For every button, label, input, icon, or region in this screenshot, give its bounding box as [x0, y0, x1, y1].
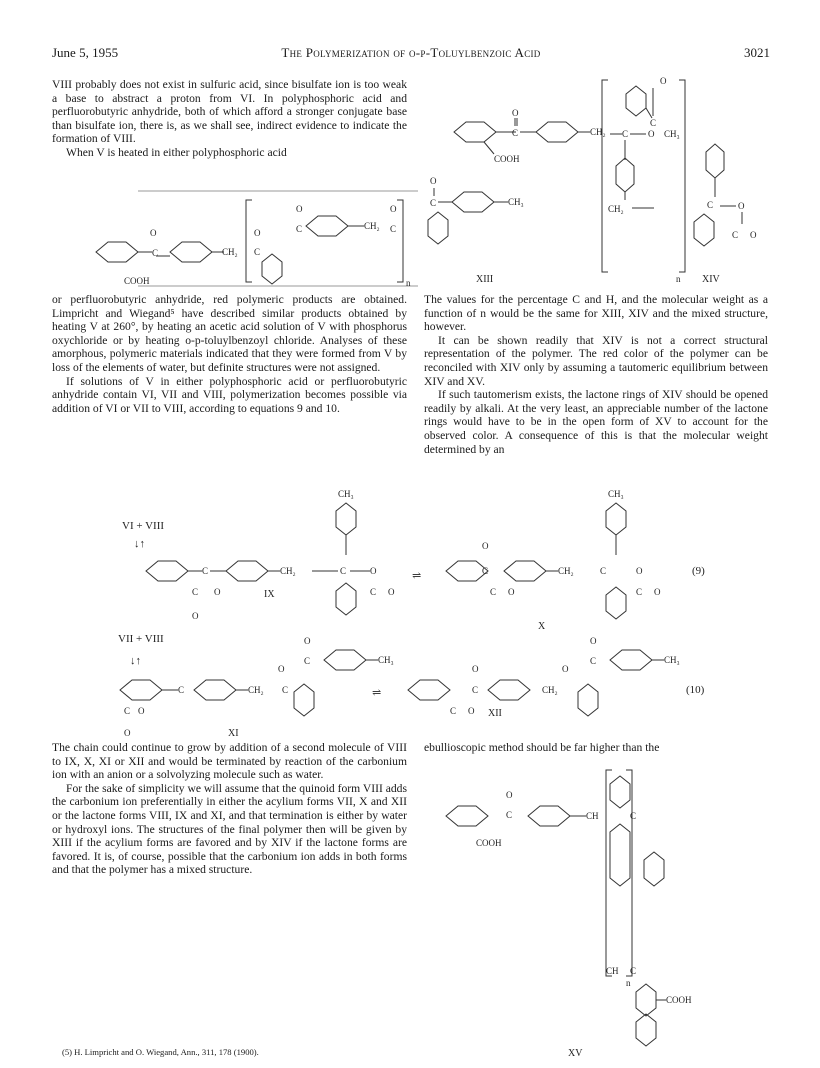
atom-ch2: CH₂ — [590, 127, 606, 137]
paragraph: The values for the percentage C and H, and the molecular weight as a function of n would be the same for XIII, XIV and the mixed structure, however. — [424, 293, 768, 334]
atom-c: C — [370, 587, 377, 597]
label-xi: XI — [228, 728, 239, 739]
atom-o: O — [738, 201, 745, 211]
paragraph: The chain could continue to grow by addition of a second molecule of VIII to IX, X, XI or XII and would be terminated by reaction of the carbonium ion with an anion or a solvolyzing molecule such as water. — [52, 741, 407, 782]
atom-c: C — [340, 566, 347, 576]
reactants-vi-viii: VI + VIII — [122, 520, 165, 532]
header-title: The Polymerization of o-p-Toluylbenzoic Acid — [281, 45, 541, 60]
formula-bracketed-polymer — [52, 196, 424, 288]
paragraph: For the sake of simplicity we will assume that the quinoid form VIII adds the carbonium ion preferentially in either the acylium forms VII, X and XII or the lactone forms VIII, IX and XI, and that termination is either by water or hydroxyl ions. The structures of the final polymer then will be given by XIII if the acylium forms are favored and by XIV if the lactone forms are favored. It is, of course, possible that the carbonium ion adds in both forms and that the polymer has a mixed structure. — [52, 781, 407, 877]
footnote: (5) H. Limpricht and O. Wiegand, Ann., 311, 178 (1900). — [62, 1047, 259, 1057]
atom-c: C — [304, 656, 311, 666]
atom-c: C — [430, 198, 437, 208]
atom-ch2: CH₂ — [364, 221, 380, 231]
atom-ch3: CH₃ — [608, 489, 624, 499]
group-cooh: COOH — [666, 995, 692, 1005]
label-xiii: XIII — [476, 274, 494, 285]
atom-o: O — [278, 664, 285, 674]
atom-o: O — [750, 230, 757, 240]
atom-o: O — [304, 636, 311, 646]
equation-number-10: (10) — [686, 684, 705, 696]
atom-o: O — [388, 587, 395, 597]
atom-o: O — [472, 664, 479, 674]
atom-c: C — [450, 706, 457, 716]
atom-c: C — [282, 685, 289, 695]
atom-o: O — [648, 129, 655, 139]
benzene-ring-shape — [408, 680, 450, 700]
atom-o: O — [138, 706, 145, 716]
atom-o: O — [508, 587, 515, 597]
atom-c: C — [178, 685, 185, 695]
paragraph: When V is heated in either polyphosphoric acid — [66, 145, 287, 159]
atom-ch3: CH₃ — [338, 489, 354, 499]
atom-c: C — [124, 706, 131, 716]
atom-c: C — [630, 811, 637, 821]
atom-c: C — [192, 587, 199, 597]
atom-o: O — [590, 636, 597, 646]
benzene-ring-shape — [146, 561, 188, 581]
atom-c: C — [202, 566, 209, 576]
reactants-vii-viii: VII + VIII — [118, 633, 164, 645]
atom-ch3: CH₃ — [664, 129, 680, 139]
atom-ch2: CH₂ — [558, 566, 574, 576]
benzene-ring-shape — [120, 680, 162, 700]
atom-c: C — [636, 587, 643, 597]
svg-text:↓↑: ↓↑ — [130, 655, 141, 667]
benzene-ring-shape — [96, 242, 138, 262]
benzene-ring-shape — [446, 806, 488, 826]
subscript-n: n — [406, 278, 411, 288]
subscript-n: n — [676, 274, 681, 284]
bracket-right — [397, 200, 403, 282]
paragraph: If solutions of V in either polyphosphoric acid or perfluorobutyric anhydride contain VI, VII and VIII, polymerization becomes possible via addition of VI or VII to VIII, according to equations 9 and 10. — [52, 374, 407, 415]
benzene-ring-shape — [262, 254, 282, 284]
atom-ch: CH — [586, 811, 599, 821]
benzene-ring-shape — [454, 122, 496, 142]
benzene-ring-shape — [694, 214, 714, 246]
atom-ch: CH — [606, 966, 619, 976]
atom-c: C — [506, 810, 513, 820]
benzene-ring-shape — [578, 684, 598, 716]
atom-ch2: CH₂ — [608, 204, 624, 214]
paragraph: If such tautomerism exists, the lactone rings of XIV should be opened readily by alkali. At the very least, an appreciable number of the lactone rings would have to be in the open form of XV to account for the observed color. A consequence of this is that the molecular weight determined by an — [424, 388, 768, 456]
benzene-ring-shape — [610, 824, 630, 886]
paragraph: It can be shown readily that XIV is not a correct structural representation of the polymer. The red color of the polymer can be reconciled with XIV only by assuming a tautomeric equilibrium between XIV and XV. — [424, 333, 768, 388]
benzene-ring-shape — [644, 852, 664, 886]
bracket-left — [246, 200, 252, 282]
formula-xiii-xiv — [424, 72, 774, 287]
paragraph: or perfluorobutyric anhydride, red polymeric products are obtained. Limpricht and Wiegand⁵ have described similar products obtained by heating V at 260°, by heating an acetic acid solution of V with phosphorus oxychloride or by heating o-p-toluylbenzoyl chloride. Analyses of these amorphous, polymeric materials indicated that they were formed from V by loss of the elements of water, but definite structures were not assigned. — [52, 293, 407, 374]
benzene-ring-shape — [428, 212, 448, 244]
atom-o: O — [390, 204, 397, 214]
atom-ch3: CH₃ — [664, 655, 680, 665]
atom-o: O — [654, 587, 661, 597]
bracket-left — [602, 80, 608, 272]
svg-text:↓↑: ↓↑ — [134, 538, 145, 550]
benzene-ring-shape — [504, 561, 546, 581]
right-column-bottom-text: ebullioscopic method should be far higher than the — [424, 741, 660, 754]
atom-ch2: CH₂ — [542, 685, 558, 695]
atom-c: C — [390, 224, 397, 234]
atom-ch3: CH₃ — [508, 197, 524, 207]
atom-c: C — [254, 247, 261, 257]
header-date: June 5, 1955 — [52, 45, 119, 60]
benzene-ring-shape — [606, 503, 626, 535]
atom-o: O — [370, 566, 377, 576]
atom-c: C — [590, 656, 597, 666]
label-x: X — [538, 621, 546, 632]
left-column-middle-text — [52, 293, 407, 415]
atom-c: C — [490, 587, 497, 597]
label-xv: XV — [568, 1048, 583, 1059]
benzene-ring-shape — [324, 650, 366, 670]
benzene-ring-shape — [536, 122, 578, 142]
atom-c: C — [630, 966, 637, 976]
benzene-ring-shape — [294, 684, 314, 716]
atom-ch2: CH₂ — [280, 566, 296, 576]
equilibrium-arrow: ⇌ — [372, 687, 382, 699]
benzene-ring-shape — [226, 561, 268, 581]
atom-ch2: CH₂ — [248, 685, 264, 695]
label-xii: XII — [488, 708, 502, 719]
atom-c: C — [622, 129, 629, 139]
atom-o: O — [296, 204, 303, 214]
atom-o: O — [468, 706, 475, 716]
atom-c: C — [152, 248, 159, 258]
equation-number-9: (9) — [692, 565, 705, 577]
subscript-n: n — [626, 978, 631, 988]
formula-xv — [430, 760, 730, 1060]
atom-c: C — [600, 566, 607, 576]
equation-10 — [118, 632, 770, 740]
benzene-ring-shape — [488, 680, 530, 700]
benzene-ring-shape — [336, 583, 356, 615]
atom-o: O — [482, 541, 489, 551]
group-cooh: COOH — [124, 276, 150, 286]
atom-c: C — [512, 128, 519, 138]
atom-ch3: CH₃ — [378, 655, 394, 665]
benzene-ring-shape — [306, 216, 348, 236]
atom-o: O — [150, 228, 157, 238]
atom-o: O — [254, 228, 261, 238]
atom-c: C — [472, 685, 479, 695]
left-column-bottom-text — [52, 741, 407, 877]
benzene-ring-shape — [636, 984, 656, 1016]
benzene-ring-shape — [194, 680, 236, 700]
header-page-number: 3021 — [744, 45, 770, 60]
atom-o: O — [636, 566, 643, 576]
benzene-ring-shape — [626, 86, 646, 116]
group-cooh: COOH — [476, 838, 502, 848]
bracket-right — [679, 80, 685, 272]
atom-ch2: CH₂ — [222, 247, 238, 257]
running-header — [52, 45, 770, 65]
atom-c: C — [732, 230, 739, 240]
atom-o: O — [430, 176, 437, 186]
atom-o: O — [192, 611, 199, 621]
benzene-ring-shape — [452, 192, 494, 212]
atom-o: O — [512, 108, 519, 118]
atom-c: C — [296, 224, 303, 234]
benzene-ring-shape — [636, 1014, 656, 1046]
left-column-top-text — [52, 78, 407, 160]
atom-c: C — [482, 566, 489, 576]
label-ix: IX — [264, 589, 275, 600]
equilibrium-arrow: ⇌ — [412, 570, 422, 582]
right-column-middle-text — [424, 293, 768, 456]
benzene-ring-shape — [706, 144, 724, 178]
atom-o: O — [506, 790, 513, 800]
atom-o: O — [562, 664, 569, 674]
benzene-ring-shape — [610, 650, 652, 670]
atom-c: C — [707, 200, 714, 210]
paragraph: VIII probably does not exist in sulfuric acid, since bisulfate ion is too weak a base to abstract a proton from VI. In polyphosphoric acid and perfluorobutyric anhydride, both of which afford a stronger conjugate base than bisulfate ion, there is, as we shall see, indirect evidence to indicate the formation of VIII. — [52, 78, 407, 146]
atom-o: O — [124, 728, 131, 738]
benzene-ring-shape — [336, 503, 356, 535]
label-xiv: XIV — [702, 274, 720, 285]
equation-9 — [122, 485, 770, 635]
benzene-ring-shape — [528, 806, 570, 826]
benzene-ring-shape — [610, 776, 630, 808]
benzene-ring-shape — [616, 158, 634, 192]
benzene-ring-shape — [606, 587, 626, 619]
group-cooh: COOH — [494, 154, 520, 164]
atom-o: O — [660, 76, 667, 86]
atom-o: O — [214, 587, 221, 597]
atom-c: C — [650, 118, 657, 128]
benzene-ring-shape — [170, 242, 212, 262]
